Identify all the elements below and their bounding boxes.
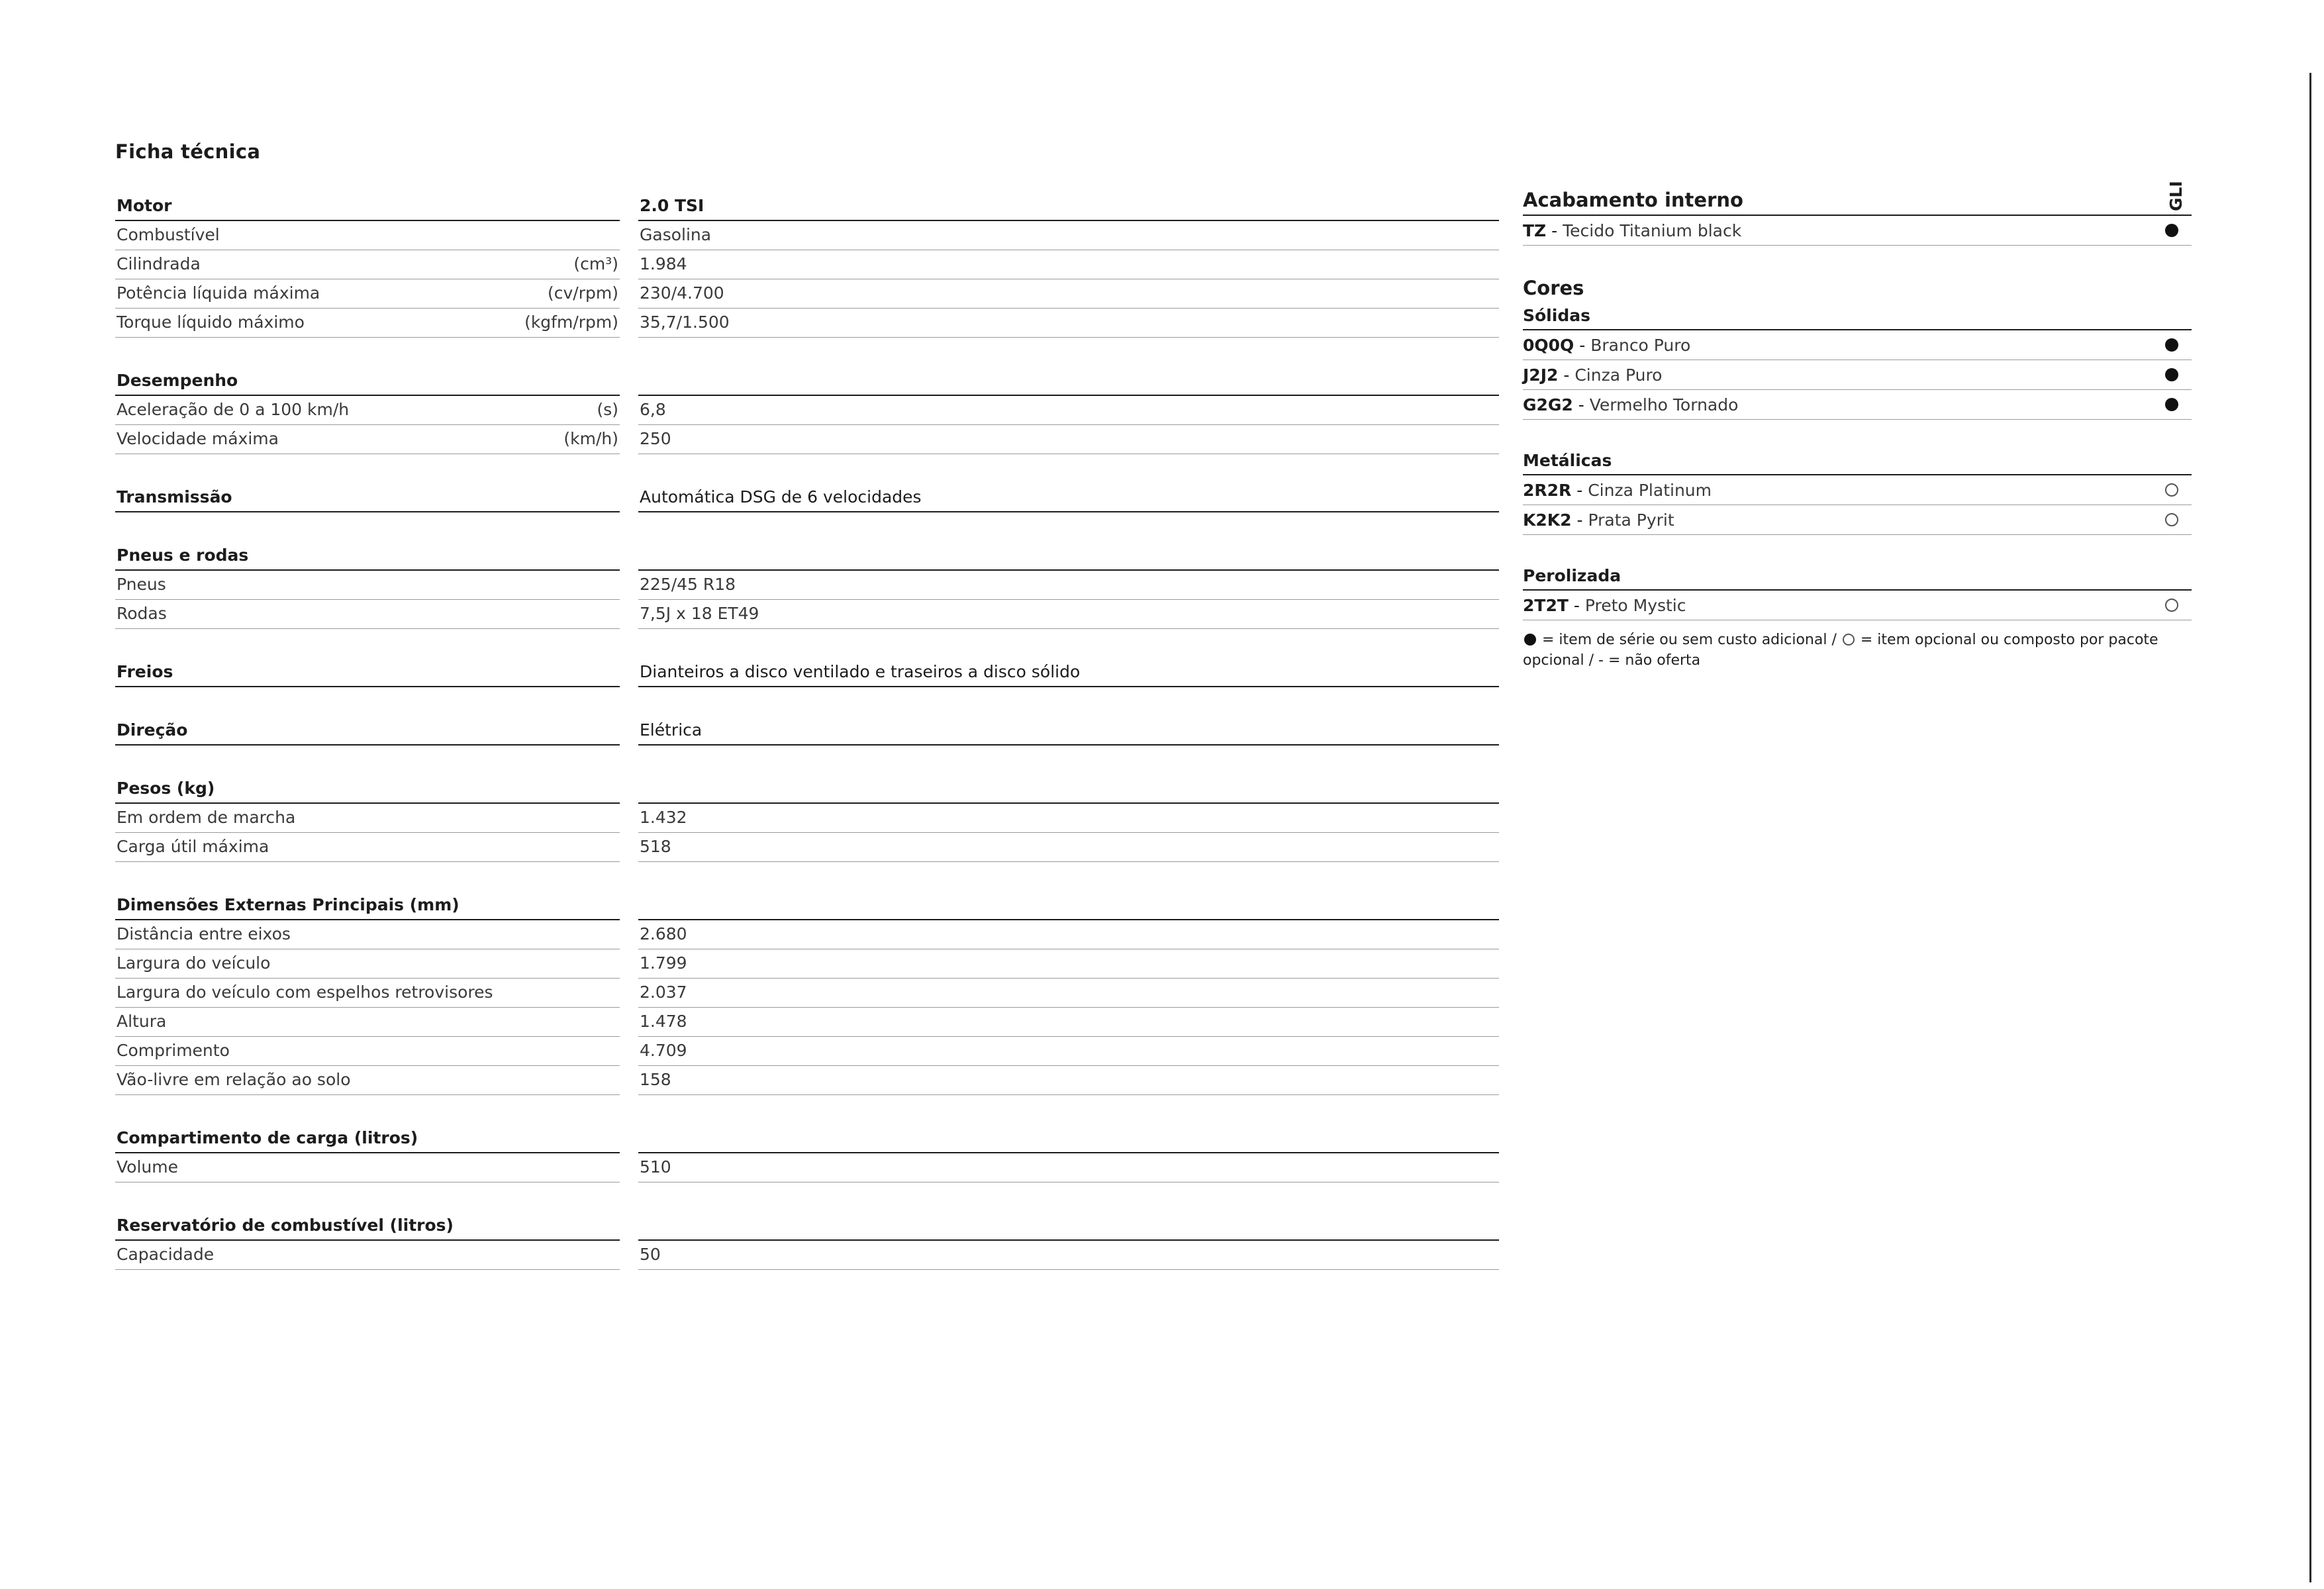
spec-section <box>115 542 1499 629</box>
spec-label: Combustível <box>117 225 220 244</box>
spec-value-cell <box>638 600 1499 629</box>
section-header <box>115 1212 1499 1241</box>
spec-section <box>115 367 1499 454</box>
spec-label-cell <box>115 425 620 454</box>
spec-label-cell <box>115 949 620 979</box>
spec-value: 1.432 <box>640 808 687 827</box>
open-circle-icon <box>2165 483 2178 497</box>
section-header <box>115 192 1499 221</box>
spec-row <box>115 949 1499 979</box>
spec-row <box>115 250 1499 279</box>
spec-label: Vão-livre em relação ao solo <box>117 1070 351 1089</box>
option-text: J2J2 - Cinza Puro <box>1523 365 1663 385</box>
spec-section <box>115 775 1499 862</box>
spec-row <box>115 1153 1499 1182</box>
section-header <box>115 483 1499 512</box>
spec-row <box>115 979 1499 1008</box>
section-header-value: Dianteiros a disco ventilado e traseiros a disco sólido <box>638 658 1499 687</box>
spec-value: 7,5J x 18 ET49 <box>640 604 759 623</box>
section-header <box>115 542 1499 571</box>
section-header-value: Automática DSG de 6 velocidades <box>638 483 1499 512</box>
open-circle-icon <box>2165 513 2178 526</box>
section-header-value <box>638 1212 1499 1241</box>
open-circle-icon <box>2165 599 2178 612</box>
legend-standard: = item de série ou sem custo adicional / <box>1542 632 1837 648</box>
spec-label-cell <box>115 1241 620 1270</box>
option-code: G2G2 <box>1523 395 1573 414</box>
spec-value-cell <box>638 1037 1499 1066</box>
spec-row <box>115 425 1499 454</box>
spec-value: 6,8 <box>640 400 666 419</box>
option-code: 0Q0Q <box>1523 335 1574 355</box>
option-text: TZ - Tecido Titanium black <box>1523 220 1742 240</box>
spec-value-cell <box>638 1241 1499 1270</box>
section-title: Desempenho <box>115 367 620 396</box>
color-group <box>1523 303 2192 420</box>
section-header-value: 2.0 TSI <box>638 192 1499 221</box>
option-item <box>1523 390 2192 420</box>
spec-label-cell <box>115 600 620 629</box>
colors-title: Cores <box>1523 277 1584 299</box>
spec-value-cell <box>638 833 1499 862</box>
spec-row <box>115 309 1499 338</box>
option-item <box>1523 591 2192 620</box>
spec-value-cell <box>638 309 1499 338</box>
spec-label-cell <box>115 571 620 600</box>
spec-label: Em ordem de marcha <box>117 808 296 827</box>
section-header-value <box>638 542 1499 571</box>
spec-label-cell <box>115 833 620 862</box>
interior-title: Acabamento interno <box>1523 189 1743 211</box>
spec-label: Cilindrada <box>117 254 201 273</box>
spec-label-cell <box>115 250 620 279</box>
spec-unit: (kgfm/rpm) <box>524 313 618 332</box>
spec-row <box>115 1037 1499 1066</box>
spec-row <box>115 1066 1499 1095</box>
spec-value: 250 <box>640 429 671 448</box>
spec-value-cell <box>638 804 1499 833</box>
spec-value-cell <box>638 1153 1499 1182</box>
spec-row <box>115 279 1499 309</box>
option-text: G2G2 - Vermelho Tornado <box>1523 395 1739 414</box>
option-name: Tecido Titanium black <box>1563 220 1742 240</box>
option-name: Prata Pyrit <box>1588 510 1674 530</box>
color-group <box>1523 448 2192 535</box>
spec-label-cell <box>115 979 620 1008</box>
spec-label: Comprimento <box>117 1041 230 1060</box>
spec-value: 1.799 <box>640 953 687 973</box>
spec-value-cell <box>638 979 1499 1008</box>
spec-unit: (cm³) <box>573 254 618 273</box>
spec-row <box>115 396 1499 425</box>
spec-section <box>115 1212 1499 1270</box>
color-group-title: Sólidas <box>1523 303 2192 330</box>
spec-label-cell <box>115 279 620 309</box>
spec-value: Gasolina <box>640 225 712 244</box>
section-header-value <box>638 891 1499 920</box>
section-title: Freios <box>115 658 620 687</box>
spec-value: 4.709 <box>640 1041 687 1060</box>
spec-value: 158 <box>640 1070 671 1089</box>
spec-value: 2.037 <box>640 983 687 1002</box>
spec-label-cell <box>115 1153 620 1182</box>
option-item <box>1523 505 2192 535</box>
spec-row <box>115 804 1499 833</box>
spec-row <box>115 600 1499 629</box>
option-name: Vermelho Tornado <box>1589 395 1739 414</box>
spec-label-cell <box>115 221 620 250</box>
section-header-value: Elétrica <box>638 716 1499 746</box>
option-name: Preto Mystic <box>1584 595 1686 615</box>
spec-value: 2.680 <box>640 924 687 943</box>
spec-value-cell <box>638 279 1499 309</box>
spec-label: Torque líquido máximo <box>117 313 305 332</box>
section-header-value <box>638 1124 1499 1153</box>
spec-row <box>115 1008 1499 1037</box>
spec-label: Velocidade máxima <box>117 429 279 448</box>
section-title: Dimensões Externas Principais (mm) <box>115 891 620 920</box>
options-panel <box>1523 181 2192 671</box>
spec-value: 510 <box>640 1157 671 1177</box>
spec-value-cell <box>638 1008 1499 1037</box>
spec-label-cell <box>115 1008 620 1037</box>
section-title: Pneus e rodas <box>115 542 620 571</box>
spec-label-cell <box>115 309 620 338</box>
spec-row <box>115 920 1499 949</box>
spec-section <box>115 192 1499 338</box>
spec-row <box>115 833 1499 862</box>
section-title: Compartimento de carga (litros) <box>115 1124 620 1153</box>
section-header-value <box>638 367 1499 396</box>
filled-circle-icon <box>2165 398 2178 411</box>
spec-value: 50 <box>640 1245 661 1264</box>
spec-value-cell <box>638 221 1499 250</box>
section-header <box>115 1124 1499 1153</box>
spec-label-cell <box>115 396 620 425</box>
open-circle-icon <box>1843 634 1855 646</box>
spec-label: Pneus <box>117 575 166 594</box>
spec-section <box>115 891 1499 1095</box>
spec-label-cell <box>115 804 620 833</box>
color-groups <box>1523 303 2192 620</box>
spec-section <box>115 658 1499 687</box>
option-code: 2T2T <box>1523 595 1569 615</box>
spec-value-cell <box>638 571 1499 600</box>
section-header <box>115 716 1499 746</box>
spec-value-cell <box>638 250 1499 279</box>
option-text: K2K2 - Prata Pyrit <box>1523 510 1674 530</box>
spec-label-cell <box>115 920 620 949</box>
column-label: GLI <box>2166 181 2186 211</box>
filled-circle-icon <box>2165 224 2178 237</box>
spec-label-cell <box>115 1037 620 1066</box>
section-title: Pesos (kg) <box>115 775 620 804</box>
spec-label: Rodas <box>117 604 167 623</box>
option-text: 2T2T - Preto Mystic <box>1523 595 1686 615</box>
legend-optional: = item opcional ou composto por pacote opcional / - = não oferta <box>1523 632 2158 669</box>
section-header <box>115 775 1499 804</box>
option-code: 2R2R <box>1523 480 1572 500</box>
spec-value: 230/4.700 <box>640 283 724 303</box>
spec-label: Potência líquida máxima <box>117 283 320 303</box>
option-name: Branco Puro <box>1590 335 1691 355</box>
option-code: TZ <box>1523 220 1547 240</box>
spec-label-cell <box>115 1066 620 1095</box>
spec-section <box>115 1124 1499 1182</box>
spec-value-cell <box>638 949 1499 979</box>
spec-value: 225/45 R18 <box>640 575 736 594</box>
spec-row <box>115 571 1499 600</box>
spec-label: Volume <box>117 1157 178 1177</box>
spec-value: 1.984 <box>640 254 687 273</box>
spec-label: Carga útil máxima <box>117 837 269 856</box>
section-header <box>115 891 1499 920</box>
spec-label: Distância entre eixos <box>117 924 291 943</box>
filled-circle-icon <box>1524 634 1536 646</box>
option-name: Cinza Puro <box>1574 365 1663 385</box>
spec-section <box>115 483 1499 512</box>
option-text: 0Q0Q - Branco Puro <box>1523 335 1691 355</box>
option-item <box>1523 216 2192 246</box>
option-code: K2K2 <box>1523 510 1572 530</box>
interior-section <box>1523 181 2192 246</box>
color-group <box>1523 563 2192 620</box>
section-title: Reservatório de combustível (litros) <box>115 1212 620 1241</box>
spec-row <box>115 1241 1499 1270</box>
option-item <box>1523 330 2192 360</box>
interior-header <box>1523 181 2192 216</box>
section-title: Motor <box>115 192 620 221</box>
spec-label: Capacidade <box>117 1245 215 1264</box>
filled-circle-icon <box>2165 338 2178 352</box>
spec-label: Aceleração de 0 a 100 km/h <box>117 400 350 419</box>
spec-table <box>115 192 1499 1299</box>
spec-value: 1.478 <box>640 1012 687 1031</box>
option-item <box>1523 360 2192 390</box>
page-title: Ficha técnica <box>115 140 261 163</box>
filled-circle-icon <box>2165 368 2178 381</box>
option-code: J2J2 <box>1523 365 1559 385</box>
spec-label: Altura <box>117 1012 167 1031</box>
color-group-title: Metálicas <box>1523 448 2192 475</box>
section-header <box>115 658 1499 687</box>
spec-value: 518 <box>640 837 671 856</box>
spec-label: Largura do veículo <box>117 953 271 973</box>
spec-value-cell <box>638 425 1499 454</box>
section-title: Direção <box>115 716 620 746</box>
spec-unit: (km/h) <box>563 429 618 448</box>
spec-value-cell <box>638 396 1499 425</box>
spec-value: 35,7/1.500 <box>640 313 730 332</box>
page-edge-line <box>2309 73 2311 1582</box>
spec-unit: (cv/rpm) <box>548 283 618 303</box>
spec-unit: (s) <box>597 400 618 419</box>
section-header <box>115 367 1499 396</box>
legend <box>1523 630 2192 671</box>
spec-value-cell <box>638 1066 1499 1095</box>
section-header-value <box>638 775 1499 804</box>
option-name: Cinza Platinum <box>1588 480 1712 500</box>
option-item <box>1523 475 2192 505</box>
spec-value-cell <box>638 920 1499 949</box>
option-text: 2R2R - Cinza Platinum <box>1523 480 1712 500</box>
spec-section <box>115 716 1499 746</box>
spec-label: Largura do veículo com espelhos retrovisores <box>117 983 493 1002</box>
section-title: Transmissão <box>115 483 620 512</box>
color-group-title: Perolizada <box>1523 563 2192 591</box>
spec-row <box>115 221 1499 250</box>
